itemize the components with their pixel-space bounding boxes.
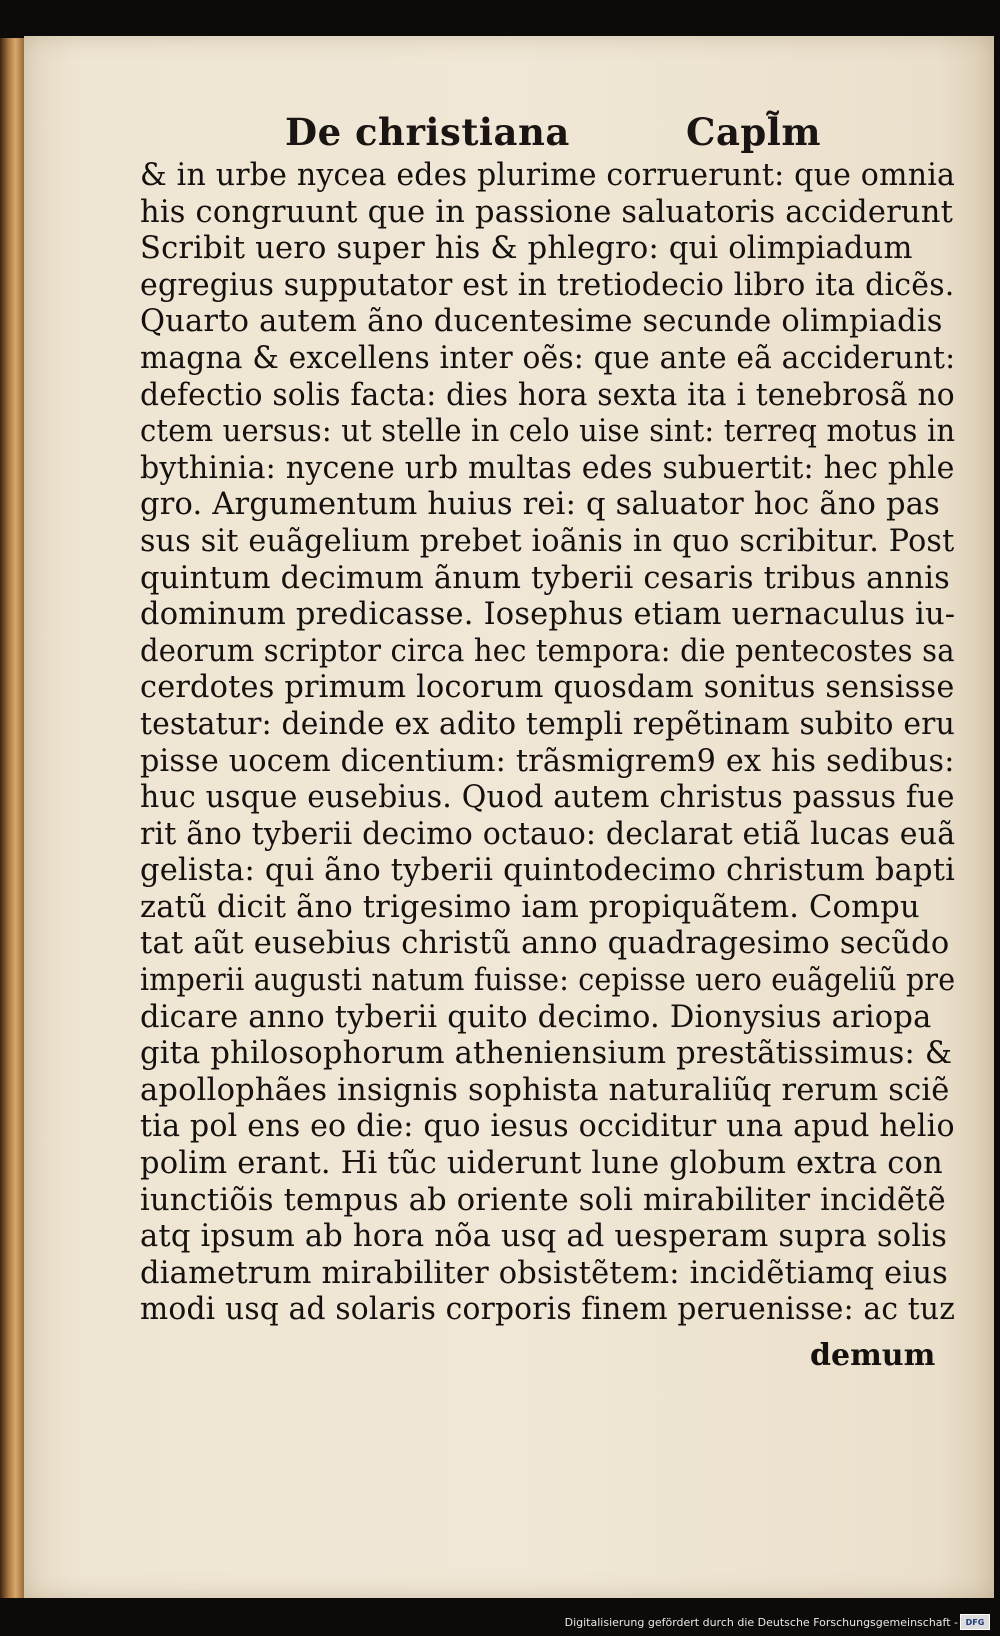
text-line: gelista: qui ãno tyberii quintodecimo christum bapti (140, 853, 956, 889)
running-head-title: De christiana (285, 110, 570, 154)
text-line: iunctiõis tempus ab oriente soli mirabiliter incidẽtẽ (140, 1182, 946, 1218)
text-line: his congruunt que in passione saluatoris acciderunt (140, 194, 954, 230)
text-line: apollophães insignis sophista naturaliũq rerum sciẽ (140, 1072, 950, 1108)
text-line: & in urbe nycea edes plurime corruerunt: que omnia (140, 158, 956, 193)
text-line: quintum decimum ãnum tyberii cesaris tribus annis (140, 560, 951, 596)
text-line: rit ãno tyberii decimo octauo: declarat etiã lucas euã (140, 816, 956, 852)
text-line: ctem uersus: ut stelle in celo uise sint: terreq motus in (140, 414, 956, 450)
text-line: tat aũt eusebius christũ anno quadragesimo secũdo (140, 926, 950, 962)
running-head-chapter: Capl̃m (686, 110, 821, 154)
text-line: tia pol ens eo die: quo iesus occiditur una apud helio (140, 1109, 955, 1145)
text-line: sus sit euãgelium prebet ioãnis in quo scribitur. Post (140, 523, 955, 559)
text-line: dominum predicasse. Iosephus etiam uernaculus iu- (140, 597, 956, 633)
main-text-block (140, 158, 970, 1329)
catchword: demum (810, 1338, 936, 1373)
text-line: dicare anno tyberii quito decimo. Dionysius ariopa (140, 999, 932, 1035)
text-line: Quarto autem ãno ducentesime secunde olimpiadis (140, 304, 943, 340)
text-line: pisse uocem dicentium: trãsmigrem9 ex his sedibus: (140, 743, 955, 779)
dfg-logo-icon (960, 1614, 990, 1630)
text-line: magna & excellens inter oẽs: que ante eã acciderunt: (140, 340, 956, 376)
text-line: gro. Argumentum huius rei: q saluator hoc ãno pas (140, 487, 940, 523)
dfg-logo-text: DFG (965, 1617, 985, 1627)
text-line: Scribit uero super his & phlegro: qui olimpiadum (140, 231, 913, 267)
text-line: gita philosophorum atheniensium prestãtissimus: & (140, 1036, 953, 1072)
text-line: cerdotes primum locorum quosdam sonitus sensisse (140, 670, 955, 706)
text-line: polim erant. Hi tũc uiderunt lune globum extra con (140, 1146, 943, 1182)
text-line: defectio solis facta: dies hora sexta ita i tenebrosã no (140, 377, 955, 413)
text-line: egregius supputator est in tretiodecio libro ita dicẽs. (140, 267, 955, 303)
text-line: testatur: deinde ex adito templi repẽtinam subito eru (140, 706, 956, 742)
digitization-credit: Digitalisierung gefördert durch die Deutsche Forschungsgemeinschaft - (564, 1616, 958, 1629)
text-line: huc usque eusebius. Quod autem christus passus fue (140, 780, 955, 816)
text-line: bythinia: nycene urb multas edes subuertit: hec phle (140, 450, 955, 486)
text-line: modi usq ad solaris corporis finem peruenisse: ac tuz (140, 1292, 956, 1328)
text-line: imperii augusti natum fuisse: cepisse uero euãgeliũ pre (140, 963, 956, 999)
text-line: deorum scriptor circa hec tempora: die pentecostes sa (140, 633, 955, 669)
text-line: diametrum mirabiliter obsistẽtem: incidẽtiamq eius (140, 1255, 949, 1291)
text-line: zatũ dicit ãno trigesimo iam propiquãtem. Compu (140, 889, 920, 925)
text-line: atq ipsum ab hora nõa usq ad uesperam supra solis (140, 1219, 948, 1255)
book-spine-edge (0, 38, 26, 1598)
